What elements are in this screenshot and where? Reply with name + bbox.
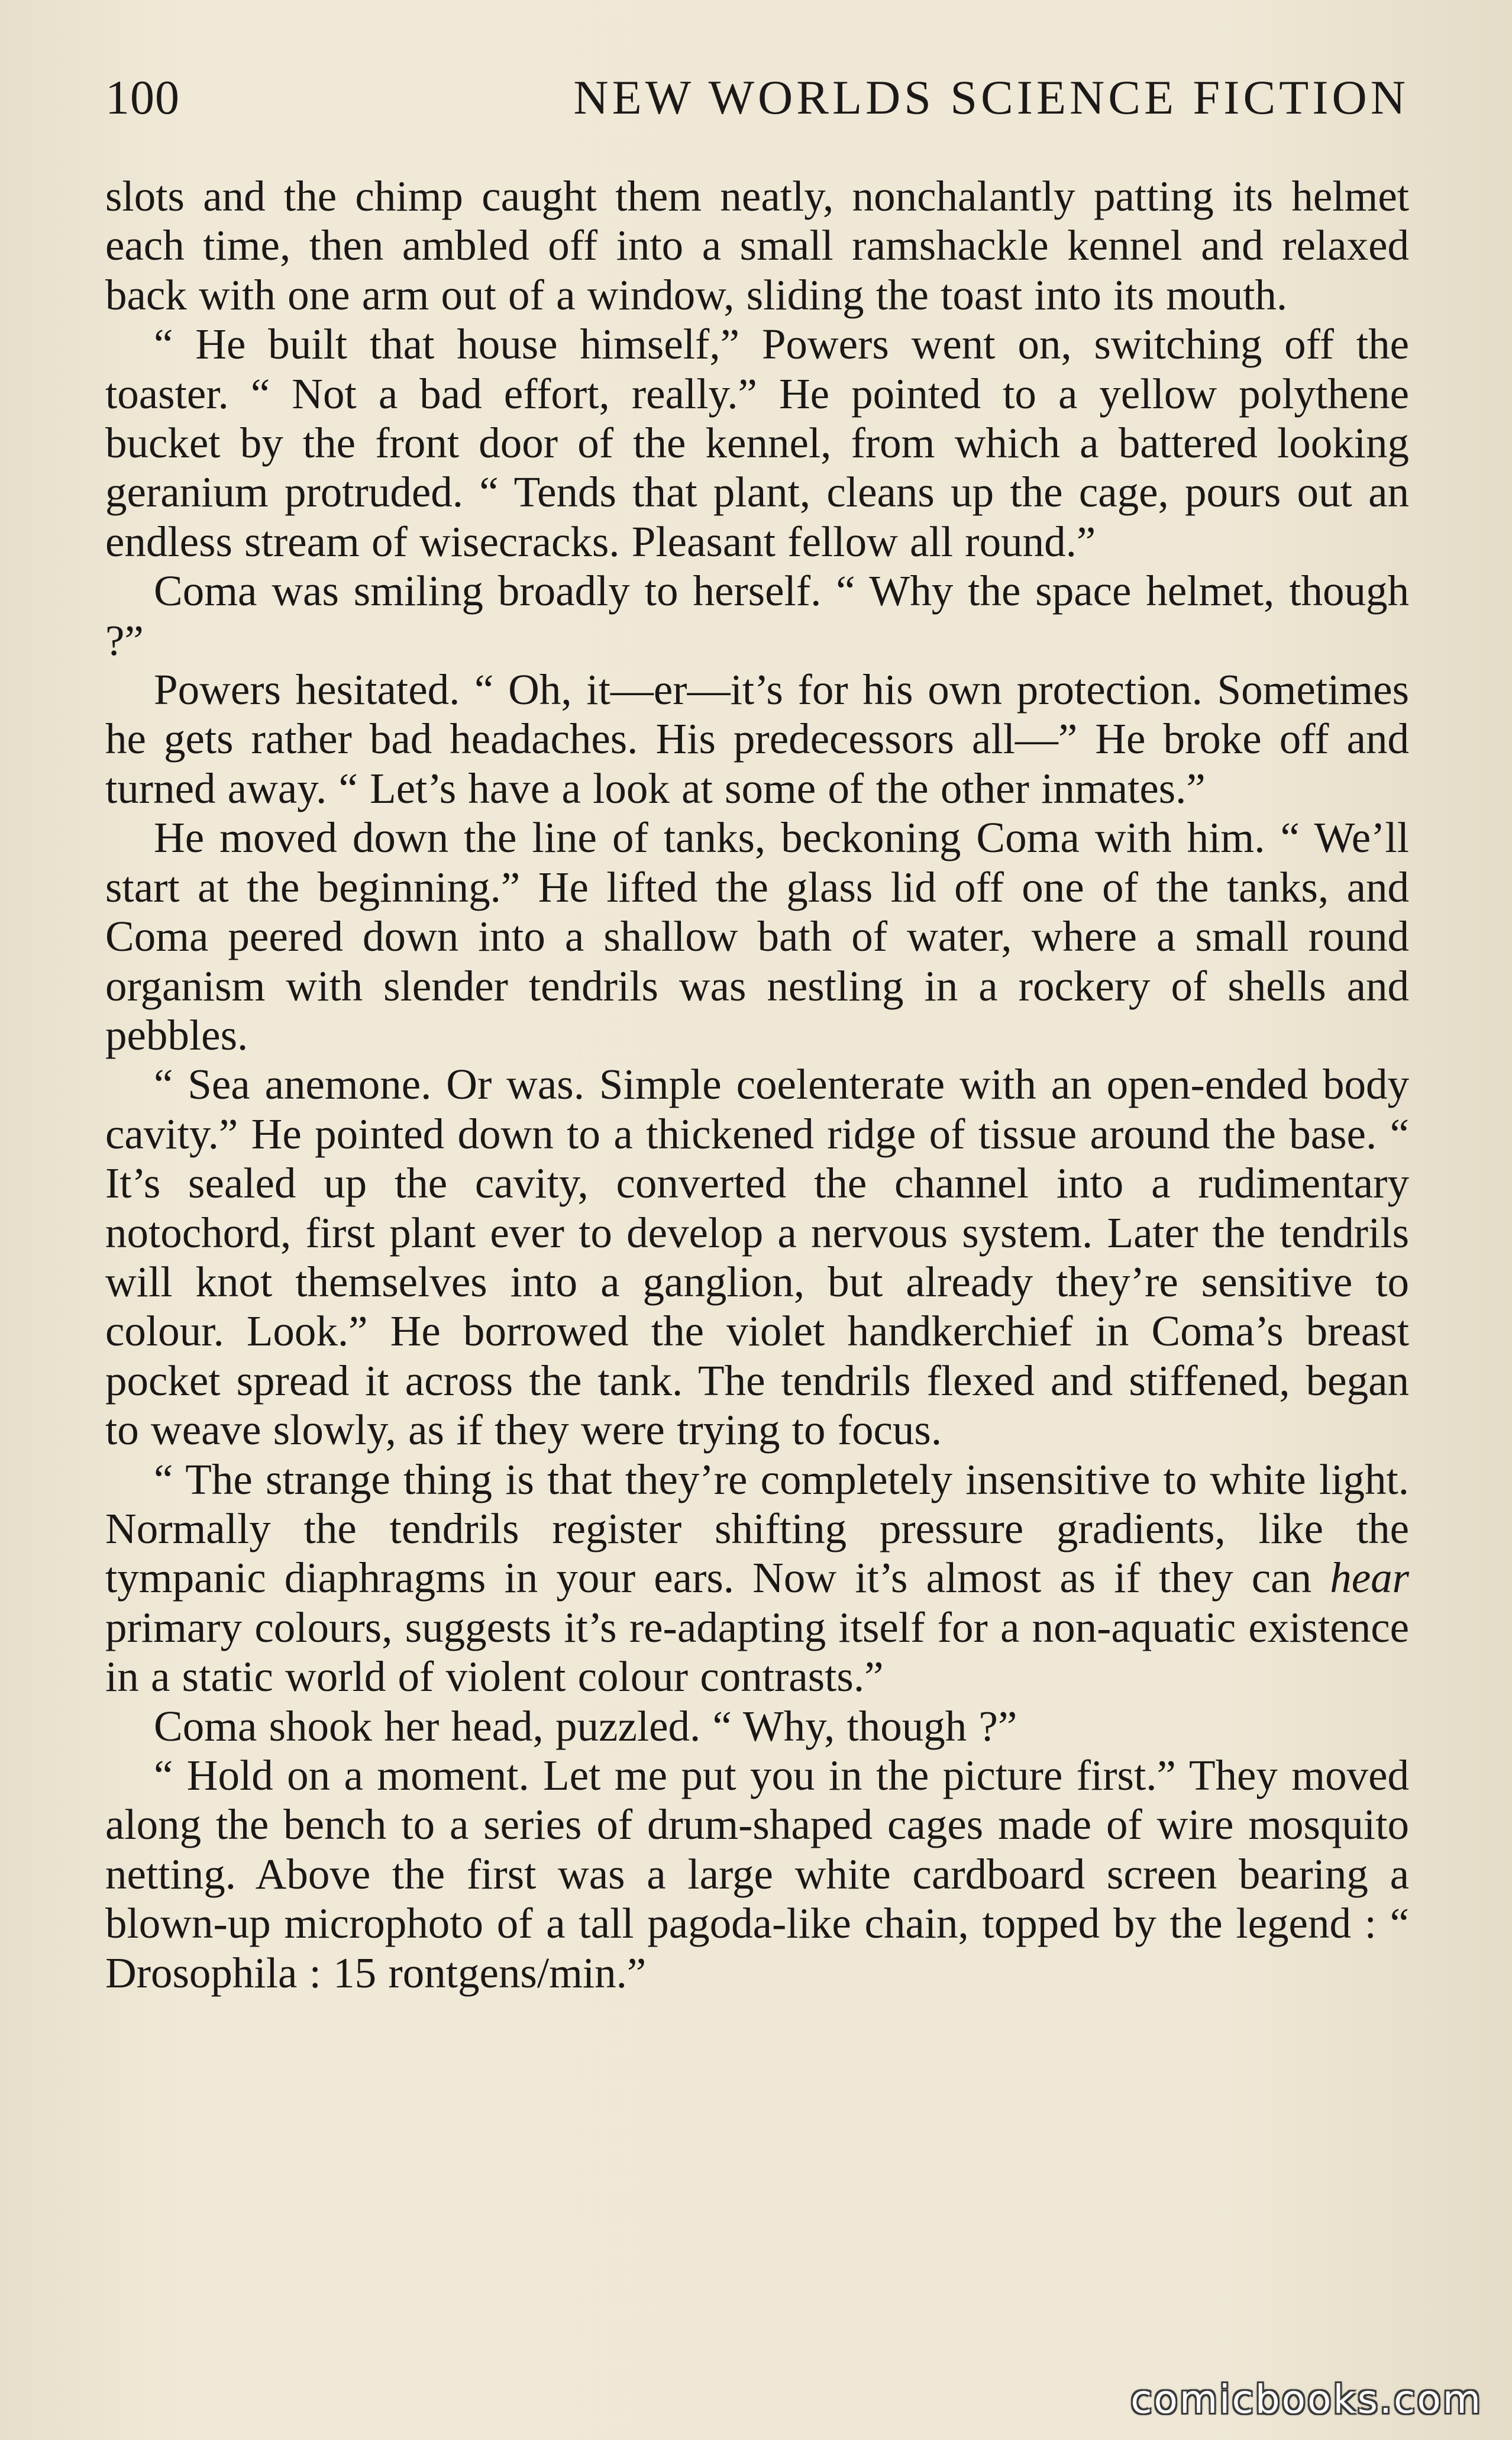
paragraph-5: He moved down the line of tanks, beckoning Coma with him. “ We’ll start at the beginning.” He lifted the glass lid off one of the tanks, and Coma peered down into a shallow bath of water, where a small round organism with slender tendrils was nestling in a rockery of shells and pebbles.: [105, 814, 1409, 1059]
paragraph-1: slots and the chimp caught them neatly, nonchalantly patting its helmet each time, then ambled off into a small ramshackle kennel and relaxed back with one arm out of a window, sliding the toast into its mouth.: [105, 172, 1409, 319]
italic-word: hear: [1330, 1554, 1409, 1602]
journal-title: NEW WORLDS SCIENCE FICTION: [573, 70, 1409, 124]
paragraph-9: “ Hold on a moment. Let me put you in the picture first.” They moved along the bench to a series of drum-shaped cages made of wire mosquito netting. Above the first was a large white cardboard screen bearing a blown-up microphoto of a tall pagoda-like chain, topped by the legend : “ Drosophila : 15 rontgens/min.”: [105, 1751, 1409, 1997]
watermark: comicbooks.com: [1130, 2377, 1482, 2422]
paragraph-7-start: “ The strange thing is that they’re completely insensitive to white light. Normally the tendrils register shifting pressure gradients, like the tympanic diaphragms in your ears. Now it’s almost as if they can: [105, 1455, 1409, 1602]
running-head: [105, 70, 1409, 129]
paragraph-6: “ Sea anemone. Or was. Simple coelenterate with an open-ended body cavity.” He pointed down to a thickened ridge of tissue around the base. “ It’s sealed up the cavity, converted the channel into a rudimentary notochord, first plant ever to develop a nervous system. Later the tendrils will knot themselves into a ganglion, but already they’re sensitive to colour. Look.” He borrowed the violet handkerchief in Coma’s breast pocket spread it across the tank. The tendrils flexed and stiffened, began to weave slowly, as if they were trying to focus.: [105, 1060, 1409, 1454]
paragraph-8: Coma shook her head, puzzled. “ Why, though ?”: [154, 1702, 1017, 1750]
paragraph-3: Coma was smiling broadly to herself. “ Why the space helmet, though ?”: [105, 567, 1409, 664]
paragraph-7: [105, 1455, 1409, 1702]
story-text: [105, 172, 1409, 1997]
paragraph-7-end: primary colours, suggests it’s re-adapting itself for a non-aquatic existence in a static world of violent colour contrasts.”: [105, 1603, 1409, 1701]
paragraph-2: “ He built that house himself,” Powers went on, switching off the toaster. “ Not a bad effort, really.” He pointed to a yellow polythene bucket by the front door of the kennel, from which a battered looking geranium protruded. “ Tends that plant, cleans up the cage, pours out an endless stream of wisecracks. Pleasant fellow all round.”: [105, 320, 1409, 566]
paragraph-4: Powers hesitated. “ Oh, it—er—it’s for his own protection. Sometimes he gets rather bad headaches. His predecessors all—” He broke off and turned away. “ Let’s have a look at some of the other inmates.”: [105, 666, 1409, 812]
page-number: 100: [105, 70, 180, 124]
